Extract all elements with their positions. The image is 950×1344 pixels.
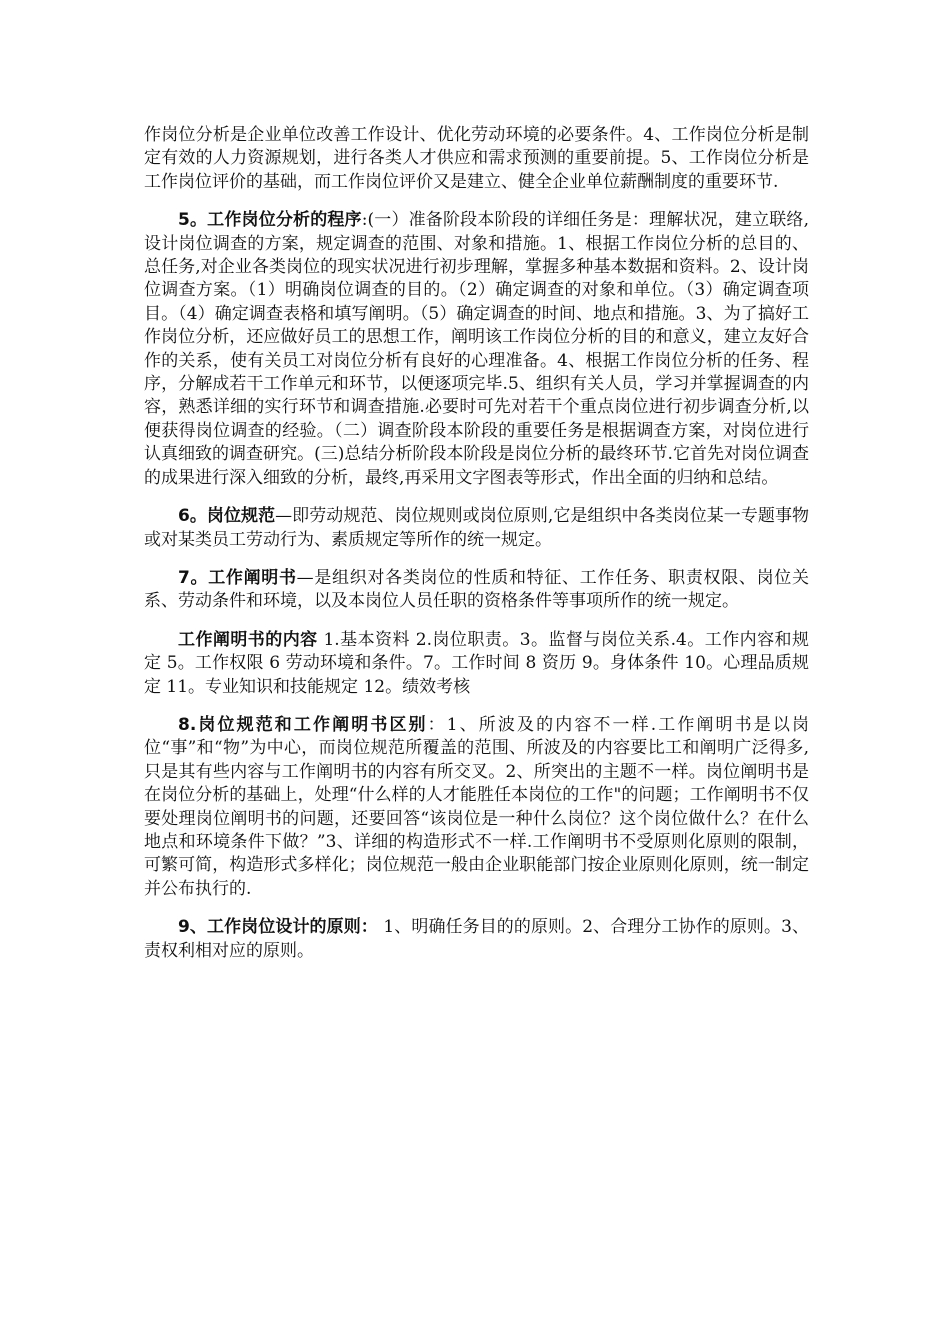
paragraph-heading: 7。工作阐明书 (178, 567, 297, 588)
paragraph-heading: 9、工作岗位设计的原则： (178, 917, 378, 938)
paragraph-heading: 8.岗位规范和工作阐明书区别 (178, 714, 428, 735)
paragraph-heading: 5。工作岗位分析的程序 (178, 210, 362, 231)
paragraph-intro (144, 124, 809, 194)
paragraph-description-content (144, 629, 809, 699)
paragraph-design-principles (144, 916, 809, 963)
paragraph-text: 1.基本资料 2.岗位职责。3。监督与岗位关系.4。工作内容和规定 5。工作权限 6 劳动环境和条件。7。工作时间 8 资历 9。身体条件 10。心理品质规定 11。专业知识和技能规定 12。绩效考核 (144, 629, 809, 697)
paragraph-heading: 6。岗位规范 (178, 506, 276, 527)
document-page (144, 124, 809, 978)
paragraph-procedure (144, 209, 809, 490)
paragraph-job-description (144, 567, 809, 614)
paragraph-heading: 工作阐明书的内容 (178, 629, 318, 650)
paragraph-text: 作岗位分析是企业单位改善工作设计、优化劳动环境的必要条件。4、工作岗位分析是制定有效的人力资源规划，进行各类人才供应和需求预测的重要前提。5、工作岗位分析是工作岗位评价的基础，而工作岗位评价又是建立、健全企业单位薪酬制度的重要环节. (144, 125, 809, 192)
paragraph-text: —即劳动规范、岗位规则或岗位原则,它是组织中各类岗位某一专题事物或对某类员工劳动行为、素质规定等所作的统一规定。 (144, 506, 809, 550)
paragraph-text: —是组织对各类岗位的性质和特征、工作任务、职责权限、岗位关系、劳动条件和环境，以及本岗位人员任职的资格条件等事项所作的统一规定。 (144, 567, 809, 612)
paragraph-text: 1、明确任务目的的原则。2、合理分工协作的原则。3、责权利相对应的原则。 (144, 917, 809, 961)
paragraph-job-spec (144, 505, 809, 552)
paragraph-text: :(一）准备阶段本阶段的详细任务是：理解状况，建立联络,设计岗位调查的方案，规定调查的范围、对象和措施。1、根据工作岗位分析的总目的、总任务,对企业各类岗位的现实状况进行初步理解，掌握多种基本数据和资料。2、设计岗位调查方案。（1）明确岗位调查的目的。（2）确定调查的对象和单位。（3）确定调查项目。（4）确定调查表格和填写阐明。（5）确定调查的时间、地点和措施。3、为了搞好工作岗位分析，还应做好员工的思想工作，阐明该工作岗位分析的目的和意义，建立友好合作的关系，使有关员工对岗位分析有良好的心理准备。4、根据工作岗位分析的任务、程序，分解成若干工作单元和环节，以便逐项完毕.5、组织有关人员，学习并掌握调查的内容，熟悉详细的实行环节和调查措施.必要时可先对若干个重点岗位进行初步调查分析,以便获得岗位调查的经验。（二）调查阶段本阶段的重要任务是根据调查方案，对岗位进行认真细致的调查研究。(三)总结分析阶段本阶段是岗位分析的最终环节.它首先对岗位调查的成果进行深入细致的分析，最终,再采用文字图表等形式，作出全面的归纳和总结。 (144, 210, 809, 488)
paragraph-text: ：1、所波及的内容不一样.工作阐明书是以岗位“事”和“物”为中心，而岗位规范所覆盖的范围、所波及的内容要比工和阐明广泛得多,只是其有些内容与工作阐明书的内容有所交叉。2、所突出的主题不一样。岗位阐明书是在岗位分析的基础上，处理“什么样的人才能胜任本岗位的工作"的问题；工作阐明书不仅要处理岗位阐明书的问题，还要回答“该岗位是一种什么岗位？这个岗位做什么？在什么地点和环境条件下做？”3、详细的构造形式不一样.工作阐明书不受原则化原则的限制，可繁可简，构造形式多样化；岗位规范一般由企业职能部门按企业原则化原则，统一制定并公布执行的. (144, 714, 809, 899)
paragraph-difference (144, 714, 809, 901)
